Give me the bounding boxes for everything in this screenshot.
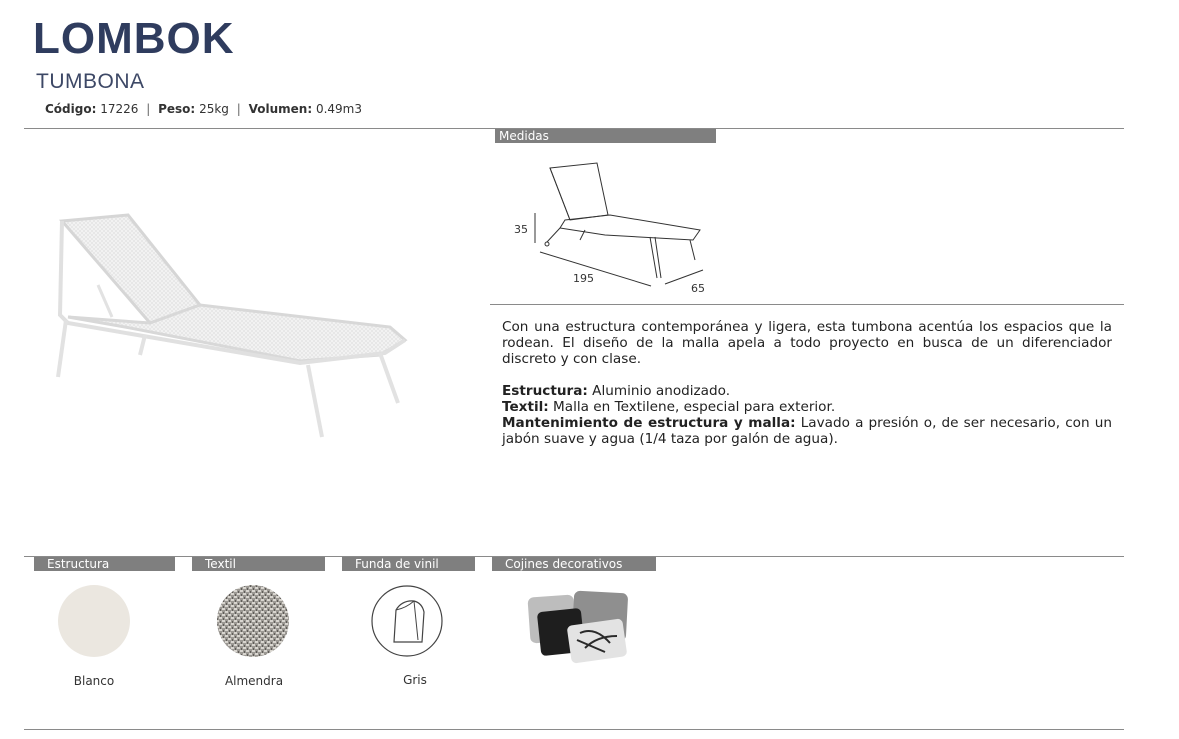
tag-textil: Textil: [192, 557, 325, 571]
swatch-label-blanco: Blanco: [73, 674, 115, 688]
tag-medidas: Medidas: [495, 129, 716, 143]
tag-estructura: Estructura: [34, 557, 175, 571]
dimension-length: 195: [573, 272, 594, 285]
product-specs: [45, 102, 362, 116]
tag-cojines-decorativos: Cojines decorativos: [492, 557, 656, 571]
maintenance-value: Lavado a presión o, de ser necesario, con un jabón suave y agua (1/4 taza por galón de agua).: [502, 415, 1112, 447]
swatch-label-almendra: Almendra: [224, 674, 284, 688]
volume-label: Volumen:: [248, 102, 313, 116]
textile-label: Textil:: [502, 399, 549, 415]
product-description: [502, 319, 1112, 447]
bottom-divider: [24, 729, 1124, 730]
dimension-width: 65: [691, 282, 705, 295]
weight-value: 25kg: [199, 102, 229, 116]
description-intro: Con una estructura contemporánea y ligera, esta tumbona acentúa los espacios que la rodean. El diseño de la malla apela a todo proyecto en busca de un diferenciador discreto y con clase.: [502, 319, 1112, 367]
weight-label: Peso:: [158, 102, 196, 116]
code-label: Código:: [45, 102, 97, 116]
lounger-product-image: [50, 205, 420, 445]
spec-separator: |: [146, 102, 151, 116]
tag-funda-de-vinil: Funda de vinil: [342, 557, 475, 571]
textile-line: [502, 399, 1112, 415]
textile-value: Malla en Textilene, especial para exterior.: [553, 399, 836, 415]
cover-icon: [370, 584, 444, 658]
maintenance-label: Mantenimiento de estructura y malla:: [502, 415, 796, 431]
product-subtitle: TUMBONA: [36, 70, 145, 93]
swatch-label-gris: Gris: [403, 673, 427, 687]
dimension-drawing: [535, 160, 715, 295]
structure-value: Aluminio anodizado.: [592, 383, 731, 399]
product-title: LOMBOK: [33, 14, 235, 63]
dimension-divider: [490, 304, 1124, 305]
spec-separator: |: [236, 102, 241, 116]
volume-value: 0.49m3: [315, 102, 362, 116]
swatch-almendra: [216, 584, 290, 658]
code-value: 17226: [100, 102, 139, 116]
dimension-height: 35: [514, 223, 528, 236]
structure-label: Estructura:: [502, 383, 588, 399]
cushions-image: [525, 588, 635, 664]
structure-line: [502, 383, 1112, 399]
maintenance-line: [502, 415, 1112, 447]
swatch-blanco: [57, 584, 131, 658]
